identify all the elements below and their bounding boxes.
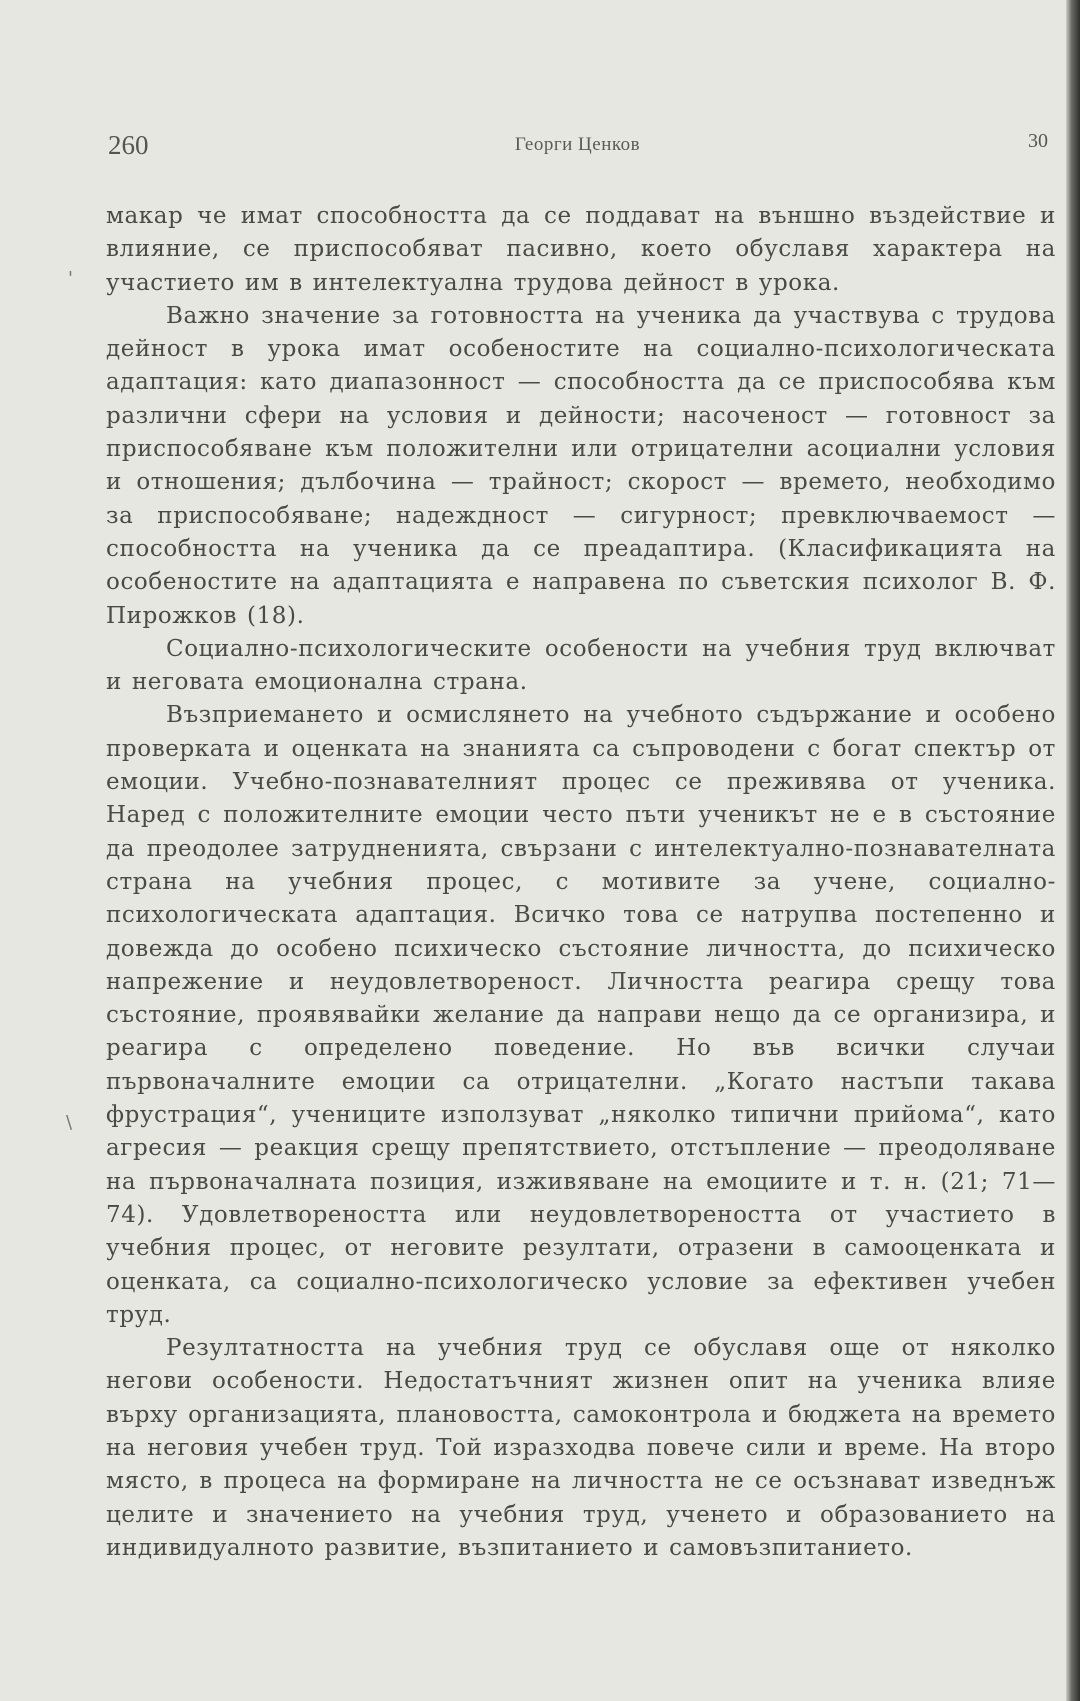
paragraph: Социално-психологическите особености на учебния труд включват и неговата емоционална страна. bbox=[106, 635, 1056, 696]
corner-page-number: 30 bbox=[1028, 130, 1048, 152]
page-number: 260 bbox=[108, 130, 149, 160]
margin-mark: ' bbox=[68, 268, 73, 289]
paragraph: Резултатността на учебния труд се обуславя още от няколко негови особености. Недостатъчният жизнен опит на ученика влияе върху организацията, плановостта, самоконтрола и бюджета на времето на неговия учебен труд. Той изразходва повече сили и време. На второ място, в процеса на формиране на личността не се осъзнават изведнъж целите и значението на учебния труд, ученето и образованието на индивидуалното развитие, възпитанието и самовъзпитанието. bbox=[106, 1335, 1056, 1561]
paragraph: Възприемането и осмислянето на учебното съдържание и особено проверката и оценката на знанията са съпроводени с богат спектър от емоции. Учебно-познавателният процес се преживява от ученика. Наред с положителните емоции често пъти ученикът не е в състояние да преодолее затрудненията, свързани с интелектуално-познавателната страна на учебния процес, с мотивите за учене, социално-психологическата адаптация. Всичко това се натрупва постепенно и довежда до особено психическо състояние личността, до психическо напрежение и неудовлетвореност. Личността реагира срещу това състояние, проявявайки желание да направи нещо да се организира, и реагира с определено поведение. Но във всички случаи първоначалните емоции са отрицателни. „Когато настъпи такава фрустрация“, учениците използуват „няколко типични прийома“, като агресия — реакция срещу препятствието, отстъпление — преодоляване на първоначалната позиция, изживяване на емоциите и т. н. (21; 71—74). Удовлетвореността или неудовлетвореността от участието в учебния процес, от неговите резултати, отразени в самооценката и оценката, са социално-психологическо условие за ефективен учебен труд. bbox=[106, 702, 1056, 1328]
page-edge-shadow bbox=[1066, 0, 1080, 1701]
paragraph: Важно значение за готовността на ученика да участвува с трудова дейност в урока имат особеностите на социално-психологическата адаптация: като диапазонност — способността да се приспособява към различни сфери на условия и дейности; насоченост — готовност за приспособяване към положителни или отрицателни асоциални условия и отношения; дълбочина — трайност; скорост — времето, необходимо за приспособяване; надеждност — сигурност; превключваемост — способността на ученика да се преадаптира. (Класификацията на особеностите на адаптацията е направена по съветския психолог В. Ф. Пирожков (18). bbox=[106, 302, 1056, 629]
body-text bbox=[106, 200, 1056, 1565]
running-title: Георги Ценков bbox=[514, 134, 641, 155]
paragraph: макар че имат способността да се поддават на външно въздействие и влияние, се приспособяват пасивно, което обуславя характера на участието им в интелектуална трудова дейност в урока. bbox=[106, 203, 1056, 296]
margin-mark: \ bbox=[66, 1112, 73, 1133]
page-header bbox=[105, 126, 1050, 166]
